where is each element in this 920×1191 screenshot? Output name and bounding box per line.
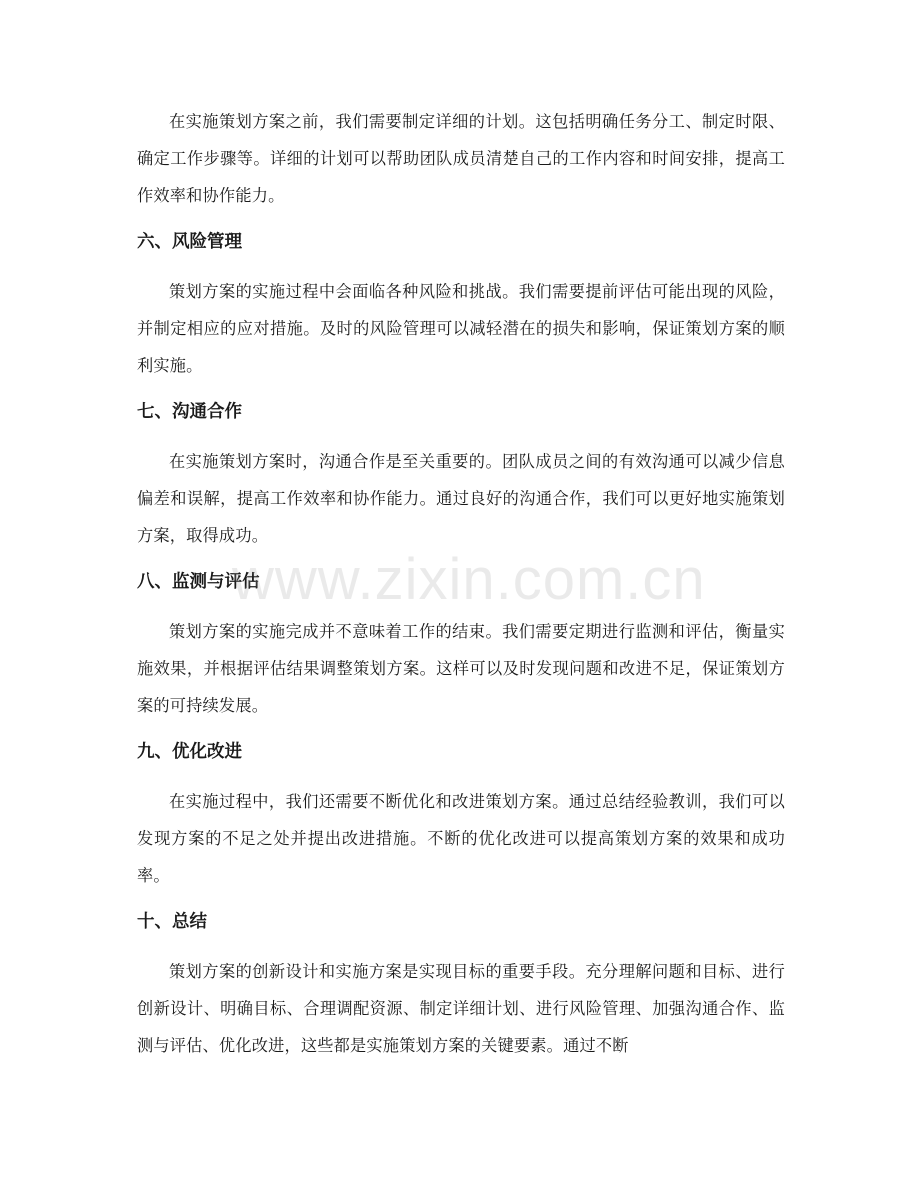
section-body-summary: 策划方案的创新设计和实施方案是实现目标的重要手段。充分理解问题和目标、进行创新设计、明确目标、合理调配资源、制定详细计划、进行风险管理、加强沟通合作、监测与评估、优化改进，这些都是实施策划方案的关键要素。通过不断 [137,962,785,1055]
section-body-risk-management: 策划方案的实施过程中会面临各种风险和挑战。我们需要提前评估可能出现的风险，并制定相应的应对措施。及时的风险管理可以减轻潜在的损失和影响，保证策划方案的顺利实施。 [137,282,785,375]
watermark: www.zixin.com.cn [232,547,706,612]
section-heading-risk-management: 六、风险管理 [137,232,242,252]
section-body-monitoring: 策划方案的实施完成并不意味着工作的结束。我们需要定期进行监测和评估，衡量实施效果，并根据评估结果调整策划方案。这样可以及时发现问题和改进不足，保证策划方案的可持续发展。 [137,622,785,715]
document-content [137,103,785,1064]
section-body-communication: 在实施策划方案时，沟通合作是至关重要的。团队成员之间的有效沟通可以减少信息偏差和误解，提高工作效率和协作能力。通过良好的沟通合作，我们可以更好地实施策划方案，取得成功。 [137,452,785,545]
section-heading-summary: 十、总结 [137,912,207,932]
intro-paragraph: 在实施策划方案之前，我们需要制定详细的计划。这包括明确任务分工、制定时限、确定工作步骤等。详细的计划可以帮助团队成员清楚自己的工作内容和时间安排，提高工作效率和协作能力。 [137,112,785,205]
section-heading-monitoring: 八、监测与评估 [137,572,260,592]
section-body-optimization: 在实施过程中，我们还需要不断优化和改进策划方案。通过总结经验教训，我们可以发现方案的不足之处并提出改进措施。不断的优化改进可以提高策划方案的效果和成功率。 [137,792,785,885]
section-heading-communication: 七、沟通合作 [137,402,242,422]
section-heading-optimization: 九、优化改进 [137,742,242,762]
